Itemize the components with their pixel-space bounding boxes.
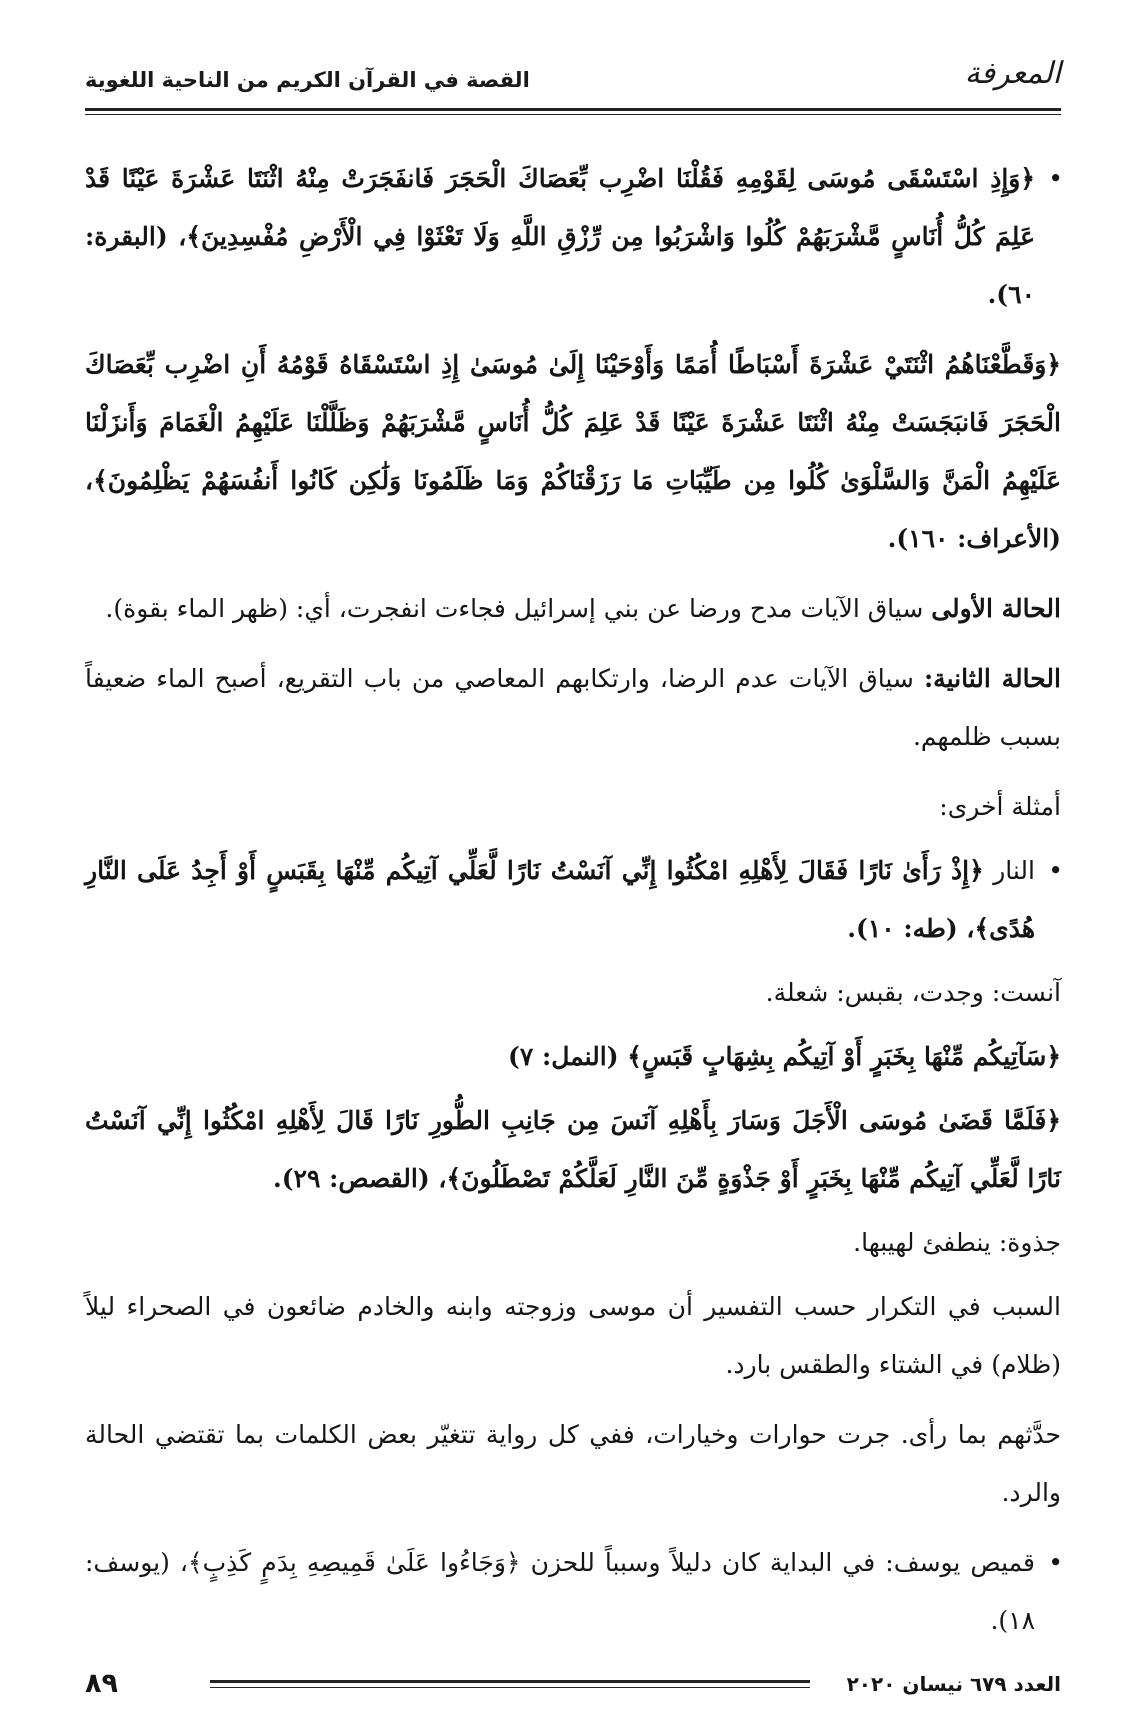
case-one-paragraph [85, 580, 1061, 638]
case-one-label: الحالة الأولى [931, 594, 1061, 623]
verse-text: ﴿فَلَمَّا قَضَىٰ مُوسَى الْأَجَلَ وَسَارَ بِأَهْلِهِ آنَسَ مِن جَانِبِ الطُّورِ نَارًا قَالَ لِأَهْلِهِ امْكُثُوا إِنِّي آنَسْتُ نَارًا لَّعَلِّي آتِيكُم مِّنْهَا بِخَبَرٍ أَوْ جَذْوَةٍ مِّنَ النَّارِ لَعَلَّكُمْ تَصْطَلُونَ﴾، (القصص: ٢٩). [85, 1106, 1061, 1193]
verse-paragraph-baqara [85, 150, 1061, 324]
bullet-icon: • [1048, 164, 1063, 193]
footer-divider [210, 1680, 810, 1683]
glossary-line: جذوة: ينطفئ لهيبها. [853, 1228, 1061, 1257]
verse-text: ﴿سَآتِيكُم مِّنْهَا بِخَبَرٍ أَوْ آتِيكُم بِشِهَابٍ قَبَسٍ﴾ (النمل: ٧) [508, 1042, 1061, 1071]
fire-label: النار [993, 856, 1035, 885]
verse-text: ﴿إِذْ رَأَىٰ نَارًا فَقَالَ لِأَهْلِهِ امْكُثُوا إِنِّي آنَسْتُ نَارًا لَّعَلِّي آتِيكُم مِّنْهَا بِقَبَسٍ أَوْ أَجِدُ عَلَى النَّارِ هُدًى﴾، (طه: ١٠). [85, 856, 1035, 943]
glossary-line: آنست: وجدت، بقبس: شعلة. [765, 978, 1061, 1007]
shirt-text: في البداية كان دليلاً وسبباً للحزن ﴿وَجَاءُوا عَلَىٰ قَمِيصِهِ بِدَمٍ كَذِبٍ﴾، (يوسف: ١٨). [85, 1548, 1035, 1635]
explanation-paragraph: السبب في التكرار حسب التفسير أن موسى وزوجته وابنه والخادم ضائعون في الصحراء ليلاً (ظلام) في الشتاء والطقس بارد. [85, 1292, 1061, 1379]
article-body [85, 150, 1061, 1656]
verse-paragraph-araf [85, 336, 1061, 568]
page-number: ٨٩ [85, 1668, 118, 1699]
case-one-text: سياق الآيات مدح ورضا عن بني إسرائيل فجاءت انفجرت، أي: (ظهر الماء بقوة). [105, 594, 924, 623]
shirt-label: قميص يوسف: [885, 1548, 1036, 1577]
verse-paragraph-naml [85, 1028, 1061, 1086]
shirt-paragraph [85, 1534, 1061, 1650]
verse-paragraph-qasas [85, 1092, 1061, 1208]
footer-divider-thin [210, 1687, 810, 1688]
dialogue-paragraph: حدَّثهم بما رأى. جرت حوارات وخيارات، ففي كل رواية تتغيّر بعض الكلمات بما تقتضي الحالة والرد. [85, 1420, 1061, 1507]
running-title: القصة في القرآن الكريم من الناحية اللغوية [85, 68, 530, 92]
case-two-paragraph [85, 650, 1061, 766]
page-header [85, 50, 1061, 110]
case-two-text: سياق الآيات عدم الرضا، وارتكابهم المعاصي من باب التقريع، أصبح الماء ضعيفاً بسبب ظلمهم. [85, 664, 1061, 751]
verse-text: ﴿وَإِذِ اسْتَسْقَى مُوسَى لِقَوْمِهِ فَقُلْنَا اضْرِب بِّعَصَاكَ الْحَجَرَ فَانفَجَرَتْ مِنْهُ اثْنَتَا عَشْرَةَ عَيْنًا قَدْ عَلِمَ كُلُّ أُنَاسٍ مَّشْرَبَهُمْ كُلُوا وَاشْرَبُوا مِن رِّزْقِ اللَّهِ وَلَا تَعْثَوْا فِي الْأَرْضِ مُفْسِدِينَ﴾، (البقرة: ٦٠). [85, 164, 1035, 309]
header-divider-thin [85, 114, 1061, 115]
other-examples-heading: أمثلة أخرى: [939, 792, 1061, 821]
issue-info: العدد ٦٧٩ نيسان ٢٠٢٠ [846, 1672, 1061, 1696]
case-two-label: الحالة الثانية: [923, 664, 1061, 693]
header-divider [85, 108, 1061, 111]
verse-text: ﴿وَقَطَّعْنَاهُمُ اثْنَتَيْ عَشْرَةَ أَسْبَاطًا أُمَمًا وَأَوْحَيْنَا إِلَىٰ مُوسَىٰ إِذِ اسْتَسْقَاهُ قَوْمُهُ أَنِ اضْرِب بِّعَصَاكَ الْحَجَرَ فَانبَجَسَتْ مِنْهُ اثْنَتَا عَشْرَةَ عَيْنًا قَدْ عَلِمَ كُلُّ أُنَاسٍ مَّشْرَبَهُمْ وَظَلَّلْنَا عَلَيْهِمُ الْغَمَامَ وَأَنزَلْنَا عَلَيْهِمُ الْمَنَّ وَالسَّلْوَىٰ كُلُوا مِن طَيِّبَاتِ مَا رَزَقْنَاكُمْ وَمَا ظَلَمُونَا وَلَٰكِن كَانُوا أَنفُسَهُمْ يَظْلِمُونَ﴾، (الأعراف: ١٦٠). [85, 350, 1061, 553]
bullet-icon: • [1048, 1548, 1063, 1577]
fire-paragraph [85, 842, 1061, 958]
magazine-logo: المعرفة [964, 56, 1061, 91]
page-footer [85, 1668, 1061, 1708]
bullet-icon: • [1048, 856, 1063, 885]
